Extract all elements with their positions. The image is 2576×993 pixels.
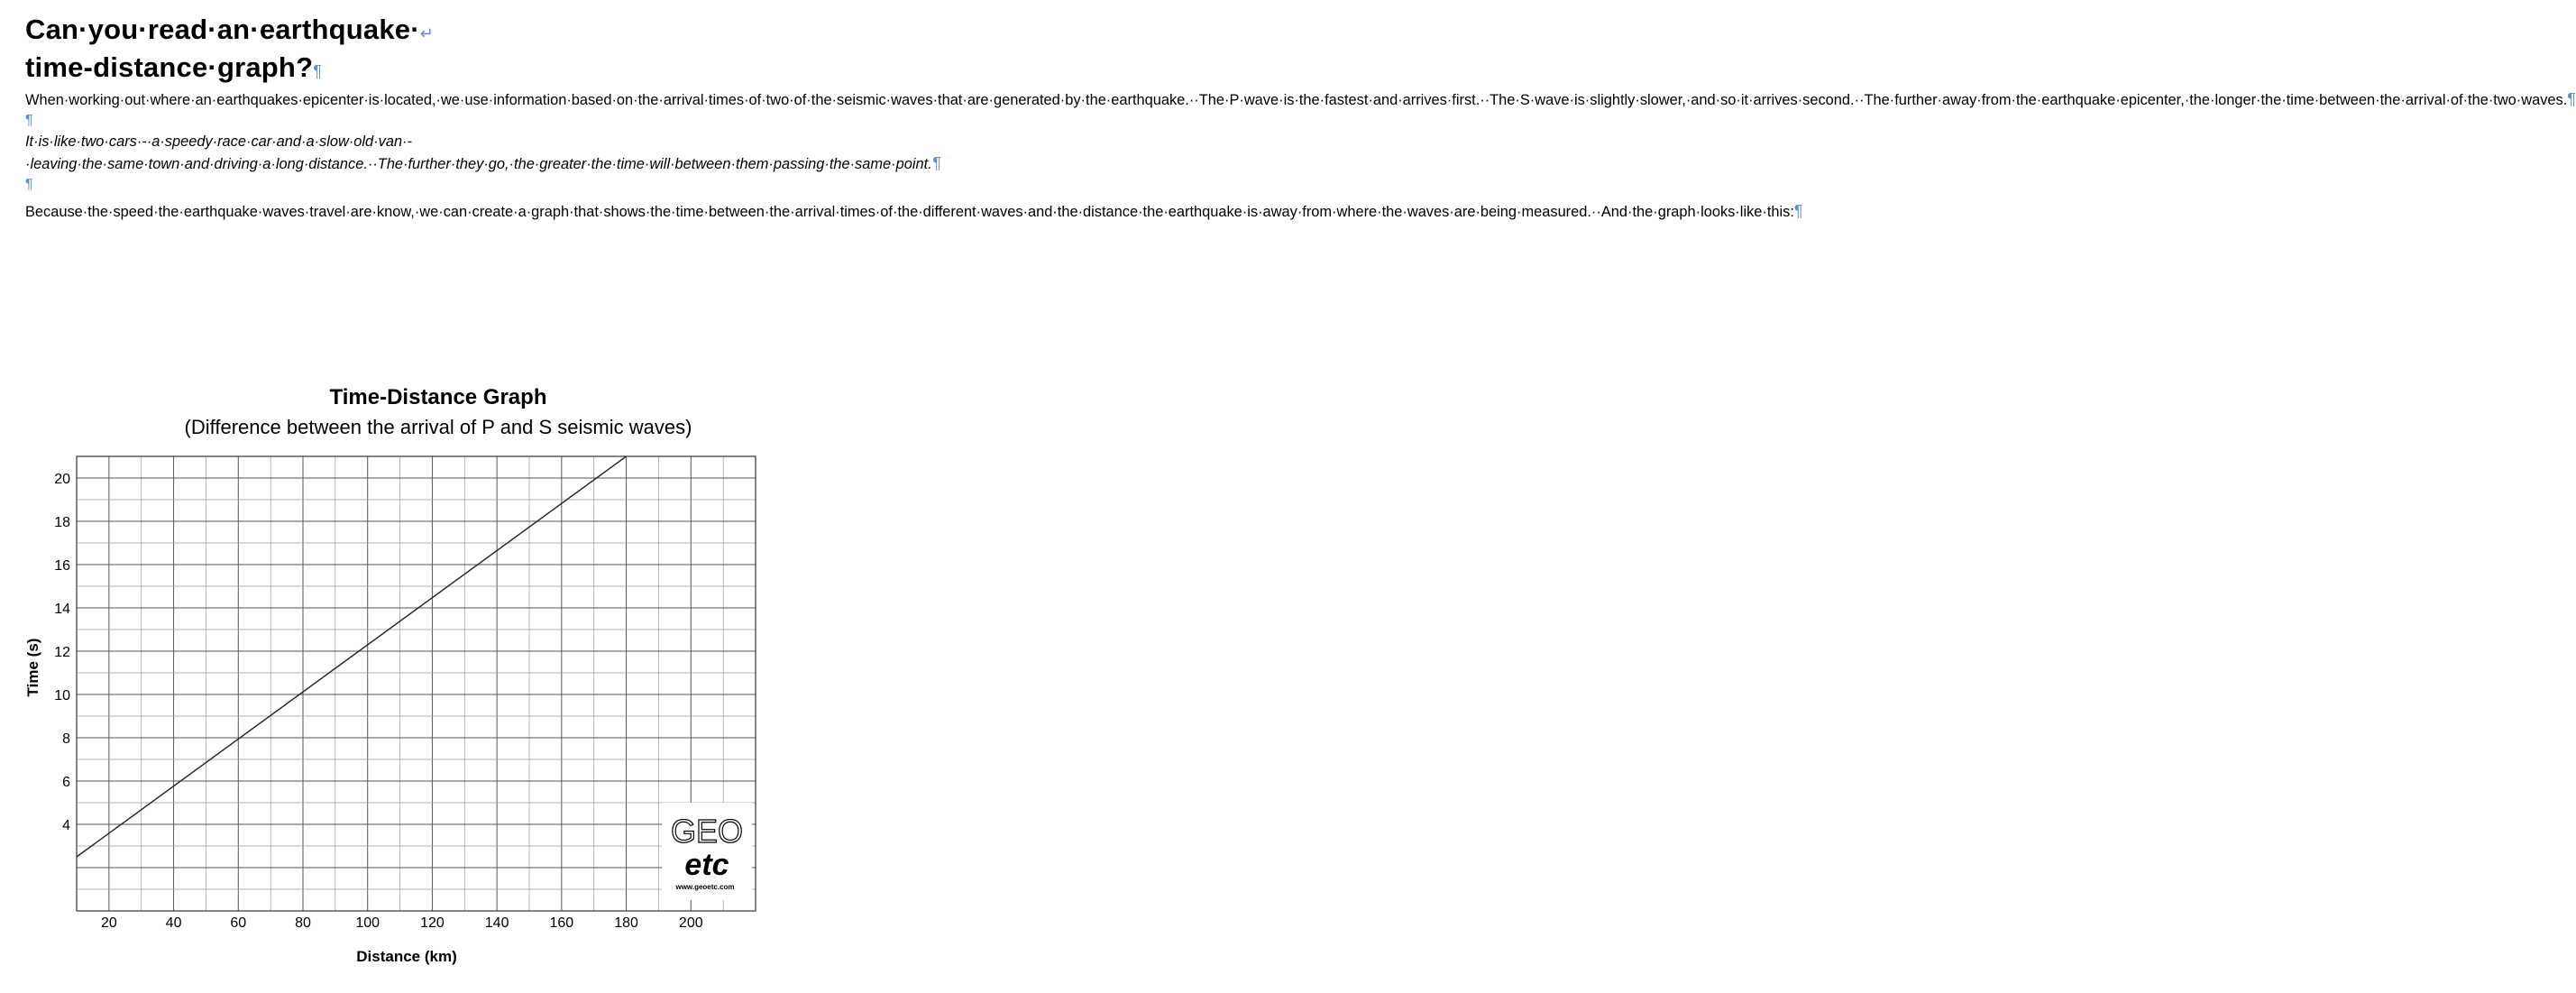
paragraph-2-text: It·is·like·two·cars·-·a·speedy·race·car·and·a·slow·old·van·-·leaving·the·same·town·and·driving·a·long·distance.··The·further·they·go,·the·greater·the·time·will·between·them·passing·the·same·point.: [25, 133, 932, 172]
geoetc-logo: [662, 803, 752, 900]
pilcrow-mark: ¶: [2567, 90, 2576, 108]
series-line: [77, 456, 627, 857]
paragraph-3: [25, 200, 1803, 223]
x-tick-label: 20: [100, 915, 117, 931]
chart-grid: [77, 456, 756, 911]
y-tick-label: 12: [54, 645, 70, 660]
logo-url: www.geoetc.com: [675, 883, 735, 891]
x-axis-label: Distance (km): [356, 948, 457, 965]
pilcrow-mark: ¶: [1793, 202, 1803, 220]
document-body: [25, 13, 2576, 223]
chart-svg: [0, 370, 783, 988]
x-tick-label: 80: [295, 915, 311, 931]
x-tick-label: 180: [614, 915, 638, 931]
y-tick-label: 16: [54, 558, 70, 574]
empty-paragraph: ¶: [25, 113, 33, 128]
y-tick-label: 4: [62, 818, 70, 833]
logo-etc: etc: [684, 848, 729, 882]
x-tick-label: 60: [230, 915, 247, 931]
y-tick-label: 18: [54, 515, 70, 530]
chart-title: Time-Distance Graph: [329, 385, 547, 409]
y-tick-label: 8: [62, 731, 70, 747]
chart-subtitle: (Difference between the arrival of P and S seismic waves): [184, 416, 692, 438]
y-tick-label: 14: [54, 602, 70, 617]
empty-paragraph: ¶: [25, 177, 33, 192]
title-line-1: Can·you·read·an·earthquake·: [25, 14, 420, 45]
x-axis-ticks: [101, 915, 703, 931]
logo-geo: GEO: [670, 813, 744, 850]
document-title: [25, 13, 760, 88]
pilcrow-mark: ¶: [313, 62, 323, 80]
chart-series: [77, 456, 627, 857]
y-axis-label: Time (s): [24, 638, 41, 697]
y-tick-label: 20: [54, 472, 70, 487]
x-tick-label: 140: [484, 915, 509, 931]
title-line-2: time-distance·graph?: [25, 51, 314, 83]
paragraph-3-text: Because·the·speed·the·earthquake·waves·travel·are·know,·we·can·create·a·graph·that·shows·the·time·between·the·arrival·times·of·the·different·waves·and·the·distance·the·earthquake·is·away·from·where·the·waves·are·being·measured.··And·the·graph·looks·like·this:: [25, 204, 1794, 220]
paragraph-1: [25, 88, 2576, 111]
x-tick-label: 40: [165, 915, 182, 931]
x-tick-label: 120: [420, 915, 445, 931]
line-break-mark: ↵: [419, 24, 435, 42]
pilcrow-mark: ¶: [931, 154, 941, 172]
y-tick-label: 10: [54, 688, 70, 703]
paragraph-2: [25, 131, 941, 175]
y-axis-ticks: [54, 472, 70, 833]
x-tick-label: 200: [678, 915, 703, 931]
x-tick-label: 160: [549, 915, 574, 931]
x-tick-label: 100: [355, 915, 380, 931]
plot-border: [77, 456, 756, 911]
time-distance-chart: [0, 370, 783, 988]
paragraph-1-text: When·working·out·where·an·earthquakes·epicenter·is·located,·we·use·information·based·on·the·arrival·times·of·two·of·the·seismic·waves·that·are·generated·by·the·earthquake.··The·P·wave·is·the·fastest·and·arrives·first.··The·S·wave·is·slightly·slower,·and·so·it·arrives·second.··The·further·away·from·the·earthquake·epicenter,·the·longer·the·time·between·the·arrival·of·the·two·waves.: [25, 92, 2568, 108]
y-tick-label: 6: [62, 775, 70, 790]
